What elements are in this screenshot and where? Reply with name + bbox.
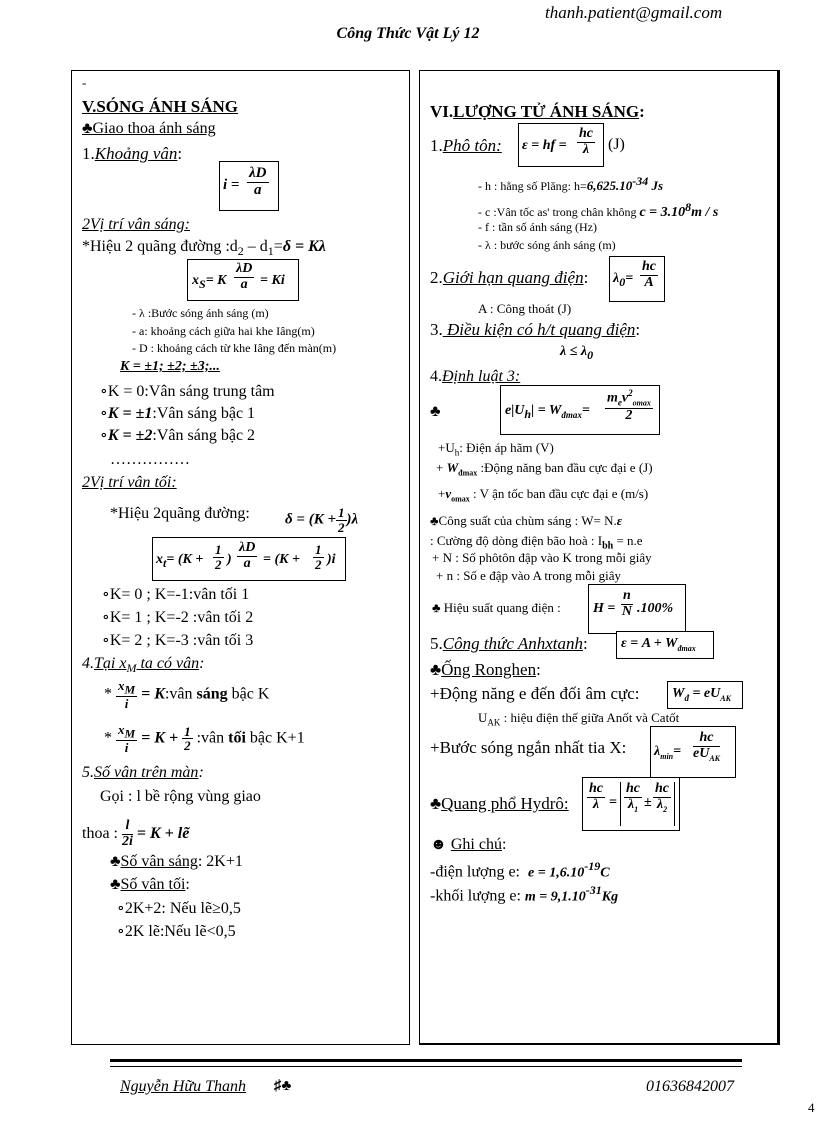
k1-bright: ∘K = ±1:Vân sáng bậc 1 xyxy=(100,405,256,422)
heading-einstein: 5.Công thức Anhxtanh: xyxy=(430,634,588,653)
heading-fringe-count: 5.Số vân trên màn: xyxy=(82,764,204,781)
law-3-club-icon: ♣ xyxy=(430,403,441,420)
subheading-interference: ♣Giao thoa ánh sáng xyxy=(82,120,216,137)
formula-kinetic-energy: $W_đ = eU_{AK}$ xyxy=(667,681,743,709)
beam-power: ♣Công suất của chùm sáng : W= N.ε xyxy=(430,513,623,528)
dark-count: ♣Số vân tối: xyxy=(110,876,190,893)
photon-count-note: + N : Số phôtôn đập vào K trong mỗi giây xyxy=(432,550,652,565)
formula-path-dark: δ = (K + $\frac{1}{2}$ )λ xyxy=(285,505,359,535)
xm-bright: * $\frac{x_M}{i}$ = K:vân sáng bậc K xyxy=(104,678,270,712)
heading-xray-tube: ♣Ống Ronghen: xyxy=(430,660,541,679)
smiley-icon: ☻ xyxy=(430,836,447,853)
dash-mark: - xyxy=(82,75,87,90)
dark-order-2: ∘K= 1 ; K=-2 :vân tối 2 xyxy=(102,609,254,626)
footer-rule-thin xyxy=(110,1066,742,1067)
heading-law-3: 4.Định luật 3: xyxy=(430,368,521,385)
legend-screen-distance: - D : khoảng cách từ khe Iâng đến màn(m) xyxy=(132,341,337,355)
formula-law-3: $e|U_h| = W_{đmax}=$ $m_ev^2_{omax}$ 2 xyxy=(500,385,660,435)
legend-wavelength: - λ :Bước sóng ánh sáng (m) xyxy=(132,306,269,320)
heading-dark-fringe: 2Vị trí vân tối: xyxy=(82,474,177,491)
path-difference-bright: *Hiệu 2 quãng đường $:d_2 - d_1=\delta = K\lambda$ xyxy=(82,238,326,259)
footer-phone: 01636842007 xyxy=(646,1078,734,1095)
anode-cathode-voltage: $U_{AK}$ : hiệu điện thế giữa Anốt và Catốt xyxy=(478,710,680,728)
min-wavelength-xray: +Bước sóng ngắn nhất tia X: xyxy=(430,738,627,757)
heading-position-xm: 4.Tại $x_M$ ta có vân: xyxy=(82,655,205,676)
heading-bright-fringe: 2Vị trí vân sáng: xyxy=(82,216,190,233)
formula-condition: $\lambda \le \lambda_0$ xyxy=(560,344,594,362)
formula-einstein: $\varepsilon = A + W_{đmax}$ xyxy=(616,631,714,659)
heading-photon: 1.Phô tôn: xyxy=(430,136,502,155)
formula-threshold: $\lambda_0=$ $\frac{hc}{A}$ xyxy=(609,256,665,302)
legend-slit-distance: - a: khoảng cách giữa hai khe Iâng(m) xyxy=(132,324,315,338)
heading-threshold: 2.Giới hạn quang điện: xyxy=(430,268,589,287)
quantum-efficiency: ♣ Hiệu suất quang điện : xyxy=(432,600,561,615)
electron-kinetic-energy: +Động năng e đến đối âm cực: xyxy=(430,684,640,703)
right-column xyxy=(419,70,780,1045)
count-formula: thoa : $\frac{l}{2i}$ = K + lẽ xyxy=(82,818,190,849)
k2-bright: ∘K = ±2:Vân sáng bậc 2 xyxy=(100,427,256,444)
dark-count-case-1: ∘2K+2: Nếu lẽ≥0,5 xyxy=(117,900,241,917)
stopping-voltage: $+U_h$: Điện áp hãm (V) xyxy=(438,440,554,458)
electron-mass: -khối lượng e: $m = 9,1.10^{-31}Kg$ xyxy=(430,883,619,905)
bright-count: ♣Số vân sáng: 2K+1 xyxy=(110,853,243,870)
formula-hydrogen: $\frac{hc}{\lambda}$ = $\frac{hc}{\lambda_1}$ ± $\frac{hc}{\lambda_2}$ xyxy=(582,777,680,831)
k-values: K = ±1; ±2; ±3;... xyxy=(120,359,220,374)
formula-bright-position: $x_S= K$ $\frac{\lambda D}{a}$ = Ki xyxy=(187,259,299,301)
left-column xyxy=(71,70,410,1045)
path-difference-dark: *Hiệu 2quãng đường: xyxy=(110,505,250,522)
formula-dark-position: $x_t= (K$ + $\frac{1}{2}$ ) $\frac{\lambda D}{a}$ = (K + $\frac{1}{2}$ )i xyxy=(152,537,346,581)
dark-order-1: ∘K= 0 ; K=-1:vân tối 1 xyxy=(102,586,250,603)
work-function-note: A : Công thoát (J) xyxy=(478,301,572,316)
planck-constant: - h : hằng số Plăng: $h=6,625.10^{-34}$ Js xyxy=(478,174,664,193)
heading-notes: ☻ Ghi chú: xyxy=(430,836,507,853)
formula-min-wavelength: $\lambda_{min}=$ hc $eU_{AK}$ xyxy=(650,726,736,778)
footer-logo-icon: ♯♣ xyxy=(274,1078,292,1094)
dark-order-3: ∘K= 2 ; K=-3 :vân tối 3 xyxy=(102,632,254,649)
formula-fringe-spacing: i = $\frac{\lambda D}{a}$ xyxy=(219,161,279,211)
saturation-current: : Cường độ dòng điện bão hoà : $I_{bh} = n.e$ xyxy=(430,533,643,552)
formula-photon-energy: ε = hf = $\frac{hc}{\lambda}$ xyxy=(518,123,604,167)
dark-count-case-2: ∘2K lẽ:Nếu lẽ<0,5 xyxy=(117,923,236,940)
field-width-note: Gọi : l bề rộng vùng giao xyxy=(100,788,261,805)
xm-dark: * $\frac{x_M}{i}$ = K + $\frac{1}{2}$ :vân tối bậc K+1 xyxy=(104,722,305,756)
electron-count-note: + n : Số e đập vào A trong mỗi giây xyxy=(436,568,621,583)
page-number: 4 xyxy=(808,1100,815,1115)
max-kinetic-energy: + $W_{đmax}$ :Động năng ban đầu cực đại e (J) xyxy=(436,460,653,478)
formula-efficiency: H = $\frac{n}{N}$ .100% xyxy=(588,584,686,634)
light-speed: - c :Vân tốc as' trong chân không $c = 3.10^8m / s$ xyxy=(478,200,719,220)
photon-unit: (J) xyxy=(608,136,625,153)
footer-rule-thick xyxy=(110,1059,742,1062)
hydrogen-spectrum: ♣Quang phổ Hydrô: xyxy=(430,794,569,813)
heading-fringe-spacing: 1.Khoảng vân: xyxy=(82,144,183,163)
page-title: Công Thức Vật Lý 12 xyxy=(336,25,480,42)
frequency-note: - f : tần số ánh sáng (Hz) xyxy=(478,220,597,234)
footer-author: Nguyễn Hữu Thanh xyxy=(120,1078,247,1095)
section-quantum-light: VI.LƯỢNG TỬ ÁNH SÁNG: xyxy=(430,102,645,121)
electron-charge: -điện lượng e: $e = 1,6.10^{-19}C$ xyxy=(430,859,610,881)
section-wave-optics: V.SÓNG ÁNH SÁNG xyxy=(82,97,239,116)
heading-condition: 3. Điều kiện có h/t quang điện: xyxy=(430,320,641,339)
max-velocity: $+v_{omax}$ : V ận tốc ban đầu cực đại e (m/s) xyxy=(438,486,649,504)
author-email: thanh.patient@gmail.com xyxy=(545,3,723,22)
k0-central-bright: ∘K = 0:Vân sáng trung tâm xyxy=(100,383,275,400)
ellipsis: …………… xyxy=(110,451,190,468)
wavelength-note: - λ : bước sóng ánh sáng (m) xyxy=(478,238,616,252)
